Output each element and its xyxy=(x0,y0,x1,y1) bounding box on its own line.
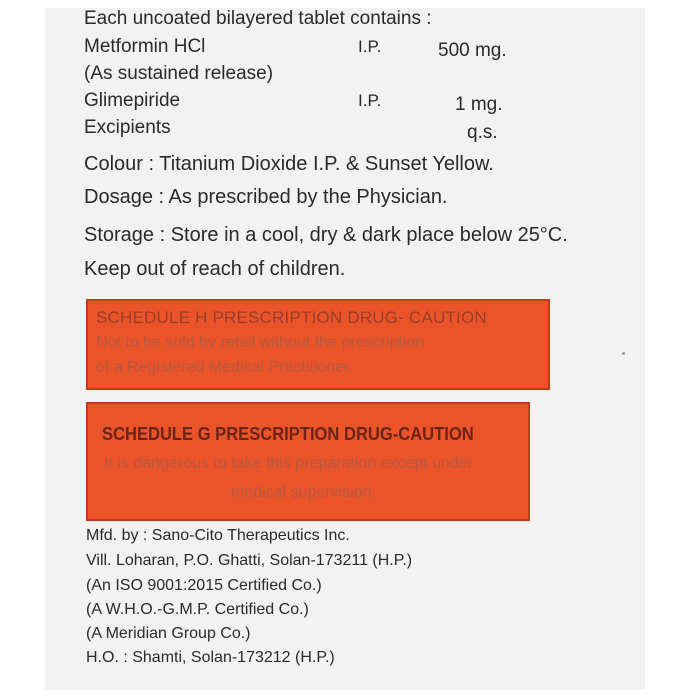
schedule-g-warning-box xyxy=(86,402,530,521)
schedule-h-warning-box xyxy=(86,299,550,390)
colour-line: Colour : Titanium Dioxide I.P. & Sunset Yellow. xyxy=(84,153,494,175)
composition-name: Glimepiride xyxy=(84,90,181,111)
manufacturer-line: Mfd. by : Sano-Cito Therapeutics Inc. xyxy=(86,527,350,544)
schedule-g-line2: medical supervision. xyxy=(231,484,376,501)
manufacturer-line: Vill. Loharan, P.O. Ghatti, Solan-173211 (H.P.) xyxy=(86,552,413,569)
composition-standard: I.P. xyxy=(358,37,382,56)
manufacturer-line: (A Meridian Group Co.) xyxy=(86,625,251,642)
manufacturer-line: H.O. : Shamti, Solan-173212 (H.P.) xyxy=(86,649,335,666)
storage-line: Storage : Store in a cool, dry & dark place below 25°C. xyxy=(84,224,568,246)
composition-name: (As sustained release) xyxy=(84,63,274,84)
manufacturer-line: (A W.H.O.-G.M.P. Certified Co.) xyxy=(86,601,309,618)
schedule-h-line1: Not to be sold by retail without the prescription xyxy=(96,334,425,351)
schedule-g-line1: It is dangerous to take this preparation except under xyxy=(104,455,474,472)
schedule-g-title: SCHEDULE G PRESCRIPTION DRUG-CAUTION xyxy=(102,424,474,444)
composition-quantity: 500 mg. xyxy=(438,40,507,61)
keep-out-line: Keep out of reach of children. xyxy=(84,258,346,280)
composition-quantity: q.s. xyxy=(467,122,498,143)
contents-heading: Each uncoated bilayered tablet contains : xyxy=(84,8,432,29)
schedule-h-line2: of a Registered Medical Practitioner. xyxy=(96,359,354,376)
composition-name: Metformin HCl xyxy=(84,36,206,57)
composition-name: Excipients xyxy=(84,117,171,138)
dosage-line: Dosage : As prescribed by the Physician. xyxy=(84,186,448,208)
print-speck xyxy=(622,352,625,355)
schedule-h-title: SCHEDULE H PRESCRIPTION DRUG- CAUTION xyxy=(96,308,487,327)
manufacturer-line: (An ISO 9001:2015 Certified Co.) xyxy=(86,577,322,594)
composition-quantity: 1 mg. xyxy=(455,94,503,115)
composition-standard: I.P. xyxy=(358,91,382,110)
